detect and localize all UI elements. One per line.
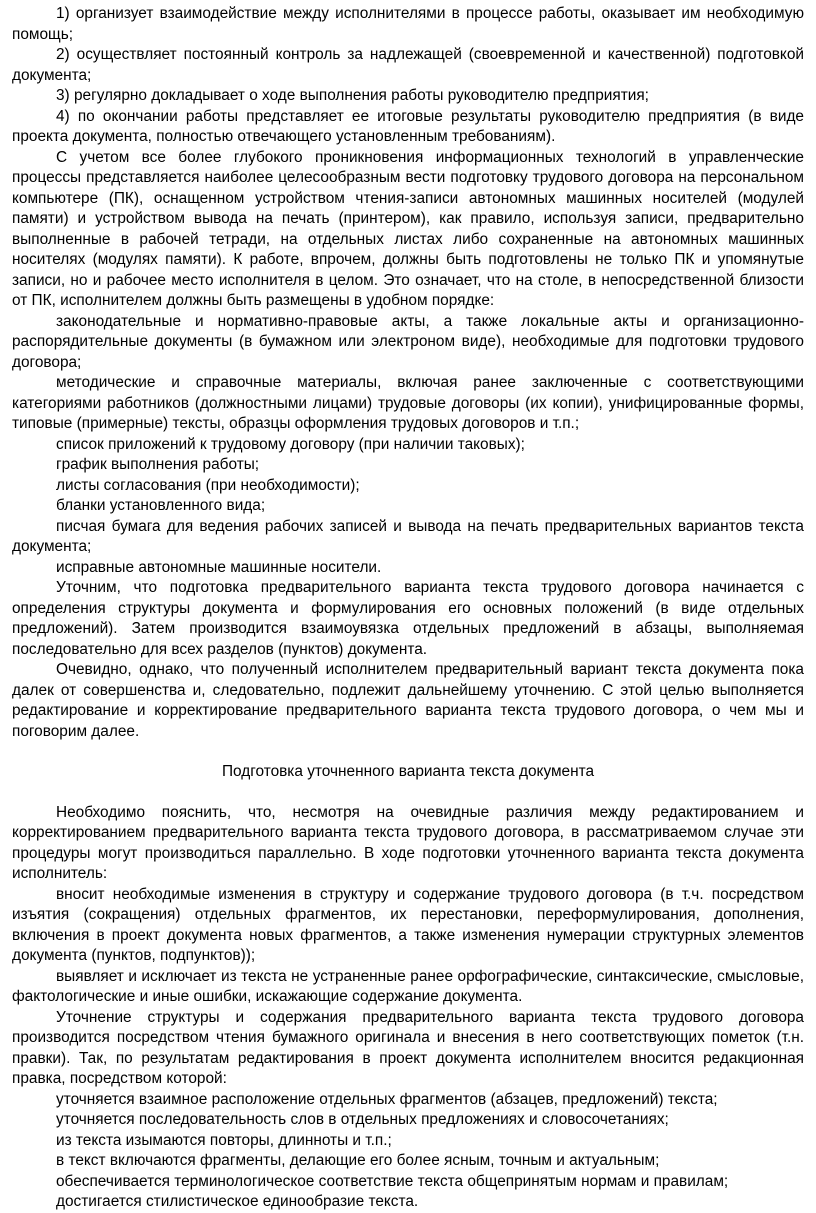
section-heading: Подготовка уточненного варианта текста документа: [221, 763, 595, 780]
list-item-2: 2) осуществляет постоянный контроль за надлежащей (своевременной и качественной) подготовкой документа;: [12, 46, 804, 84]
list-item-approval-sheets: листы согласования (при необходимости);: [56, 476, 360, 494]
spacer: [12, 783, 804, 803]
list-item-clarity: в текст включаются фрагменты, делающие его более ясным, точным и актуальным;: [56, 1152, 660, 1169]
list-item-schedule: график выполнения работы;: [56, 456, 260, 473]
list-item-media: исправные автономные машинные носители.: [56, 558, 382, 576]
list-item-4: 4) по окончании работы представляет ее итоговые результаты руководителю предприятия (в виде проекта документа, полностью отвечающего установленным требованиям).: [12, 107, 804, 145]
list-item-reference-materials: методические и справочные материалы, включая ранее заключенные с соответствующими категориями работников (должностными лицами) трудовые договоры (их копии), унифицированные формы, типовые (примерные) тексты, образцы оформления трудовых договоров и т.п.;: [12, 374, 804, 432]
paragraph-refinement: Очевидно, однако, что полученный исполнителем предварительный вариант текста документа пока далек от совершенства и, следовательно, подлежит дальнейшему уточнению. С этой целью выполняется редактирование и корректирование предварительного варианта текста трудового договора, о чем мы и поговорим далее.: [12, 661, 804, 740]
list-item-legal-acts: законодательные и нормативно-правовые акты, а также локальные акты и организационно-распорядительные документы (в бумажном или электроном виде), необходимые для подготовки трудового договора;: [12, 312, 804, 371]
list-item-repetitions: из текста изымаются повторы, длинноты и т.п.;: [56, 1131, 392, 1149]
paragraph-it-workplace: С учетом все более глубокого проникновения информационных технологий в управленческие процессы представляется наиболее целесообразным вести подготовку трудового договора на персональном компьютере (ПК), оснащенном устройством чтения-записи автономных машинных носителей (модулей памяти) и устройством вывода на печать (принтером), как правило, используя записи, предварительно выполненные в рабочей тетради, на отдельных листах либо сохраненные на автономных машинных носителях (модулях памяти). К работе, впрочем, должны быть подготовлены не только ПК и упомянутые записи, но и рабочее место исполнителя в целом. Это означает, что на столе, в непосредственной близости от ПК, исполнителем должны быть размещены в удобном порядке:: [12, 148, 804, 309]
list-item-attachments: список приложений к трудовому договору (при наличии таковых);: [56, 435, 525, 453]
list-item-style: достигается стилистическое единообразие текста.: [56, 1193, 419, 1210]
list-item-word-order: уточняется последовательность слов в отдельных предложениях и словосочетаниях;: [56, 1111, 669, 1128]
list-item-terminology: обеспечивается терминологическое соответствие текста общепринятым нормам и правилам;: [56, 1172, 729, 1190]
list-item-paper: писчая бумага для ведения рабочих записей и вывода на печать предварительных вариантов текста документа;: [12, 517, 804, 555]
paragraph-editing-intro: Необходимо пояснить, что, несмотря на очевидные различия между редактированием и корректированием предварительного варианта текста трудового договора, в рассматриваемом случае эти процедуры могут производиться параллельно. В ходе подготовки уточненного варианта текста документа исполнитель:: [12, 803, 804, 882]
list-item-changes: вносит необходимые изменения в структуру и содержание трудового договора (в т.ч. посредством изъятия (сокращения) отдельных фрагментов, их перестановки, переформулирования, дополнения, включения в проект документа новых фрагментов, а также изменения нумерации структурных элементов документа (пунктов, подпунктов));: [12, 885, 804, 964]
paragraph-structure: Уточним, что подготовка предварительного варианта текста трудового договора начинается с определения структуры документа и формулирования его основных положений (в виде отдельных предложений). Затем производится взаимоувязка отдельных предложений в абзацы, выполняемая последовательно для всех разделов (пунктов) документа.: [12, 579, 804, 658]
paragraph-editorial-markup: Уточнение структуры и содержания предварительного варианта текста трудового договора производится посредством чтения бумажного оригинала и внесения в него соответствующих пометок (т.н. правки). Так, по результатам редактирования в проект документа исполнителем вносится редакционная правка, посредством которой:: [12, 1008, 804, 1087]
list-item-1: 1) организует взаимодействие между исполнителями в процессе работы, оказывает им необходимую помощь;: [12, 5, 804, 43]
list-item-arrangement: уточняется взаимное расположение отдельных фрагментов (абзацев, предложений) текста;: [56, 1090, 718, 1108]
spacer: [12, 742, 804, 762]
list-item-errors: выявляет и исключает из текста не устраненные ранее орфографические, синтаксические, смысловые, фактологические и иные ошибки, искажающие содержание документа.: [12, 967, 804, 1005]
list-item-forms: бланки установленного вида;: [56, 497, 266, 514]
list-item-3: 3) регулярно докладывает о ходе выполнения работы руководителю предприятия;: [56, 87, 649, 104]
